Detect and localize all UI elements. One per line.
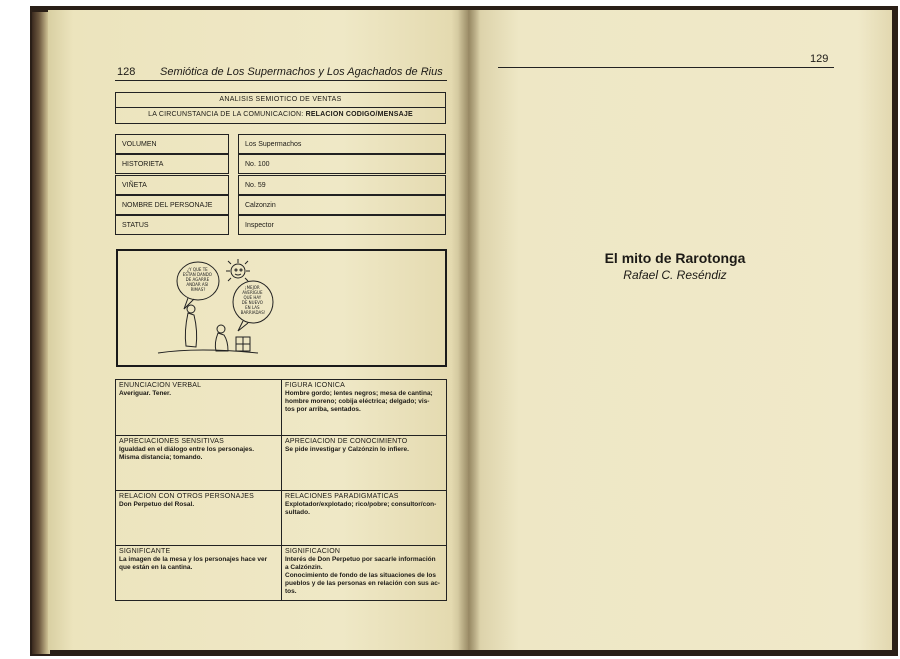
chapter-title: El mito de Rarotonga: [604, 250, 746, 266]
field-label-volumen: VOLUMEN: [115, 134, 229, 154]
analysis-cell-significacion: SIGNIFICACION Interés de Don Perpetuo por sacarle información a Calzónzin. Conocimiento de fondo de las situaciones de los pueblos y de las personas en relación con sus ac- tos.: [285, 548, 440, 595]
analysis-grid: [115, 379, 447, 601]
analysis-heading-box: [115, 92, 446, 124]
field-label-historieta: HISTORIETA: [115, 154, 229, 174]
page-number-right: 129: [810, 53, 829, 65]
field-label-personaje: NOMBRE DEL PERSONAJE: [115, 195, 229, 215]
analysis-heading-title: ANALISIS SEMIOTICO DE VENTAS: [219, 96, 342, 103]
analysis-cell-conocimiento: APRECIACION DE CONOCIMIENTO Se pide investigar y Calzónzin lo infiere.: [285, 438, 409, 453]
header-rule-right: [498, 67, 834, 68]
page-number-left: 128: [117, 66, 136, 78]
analysis-cell-figura-iconica: FIGURA ICONICA Hombre gordo; lentes negros; mesa de cantina; hombre moreno; cobija eléctrica; delgado; vis- tos por arriba, sentados.: [285, 382, 433, 413]
field-label-vineta: VIÑETA: [115, 175, 229, 195]
svg-text:¡MEJOR AVERIGUE QU: ¡MEJOR AVERIGUE QUE HAY DE NUEVO EN LAS BARRIADAS!: [240, 285, 266, 315]
field-value-personaje: Calzonzin: [238, 195, 446, 215]
analysis-cell-apreciaciones: APRECIACIONES SENSITIVAS Igualdad en el diálogo entre los personajes. Misma distancia; tomando.: [119, 438, 255, 461]
field-value-vineta: No. 59: [238, 175, 446, 195]
analysis-cell-paradigmaticas: RELACIONES PARADIGMATICAS Explotador/explotado; rico/pobre; consultor/con- sultado.: [285, 493, 437, 516]
analysis-cell-significante: SIGNIFICANTE La imagen de la mesa y los personajes hace ver que están en la cantina.: [119, 548, 268, 571]
cartoon-panel: [116, 249, 447, 367]
book-gutter: [458, 10, 480, 650]
field-value-status: Inspector: [238, 215, 446, 235]
field-value-historieta: No. 100: [238, 154, 446, 174]
field-value-volumen: Los Supermachos: [238, 134, 446, 154]
field-label-status: STATUS: [115, 215, 229, 235]
analysis-cell-relacion: RELACION CON OTROS PERSONAJES Don Perpetuo del Rosal.: [119, 493, 254, 508]
running-title: Semiótica de Los Supermachos y Los Agachados de Rius: [160, 66, 443, 78]
chapter-author: Rafael C. Reséndiz: [623, 268, 727, 282]
header-rule-left: [115, 80, 447, 81]
analysis-heading-subtitle: LA CIRCUNSTANCIA DE LA COMUNICACION: RELACION CODIGO/MENSAJE: [148, 111, 413, 118]
cartoon-illustration: [118, 251, 445, 365]
svg-text:¿Y QUE TE ESTAN DANDO: ¿Y QUE TE ESTAN DANDO DE AGARRE ANDAR ASI RIMAS?: [182, 267, 212, 292]
analysis-cell-enunciacion: ENUNCIACION VERBAL Averiguar. Tener.: [119, 382, 202, 397]
right-page: [468, 10, 892, 650]
